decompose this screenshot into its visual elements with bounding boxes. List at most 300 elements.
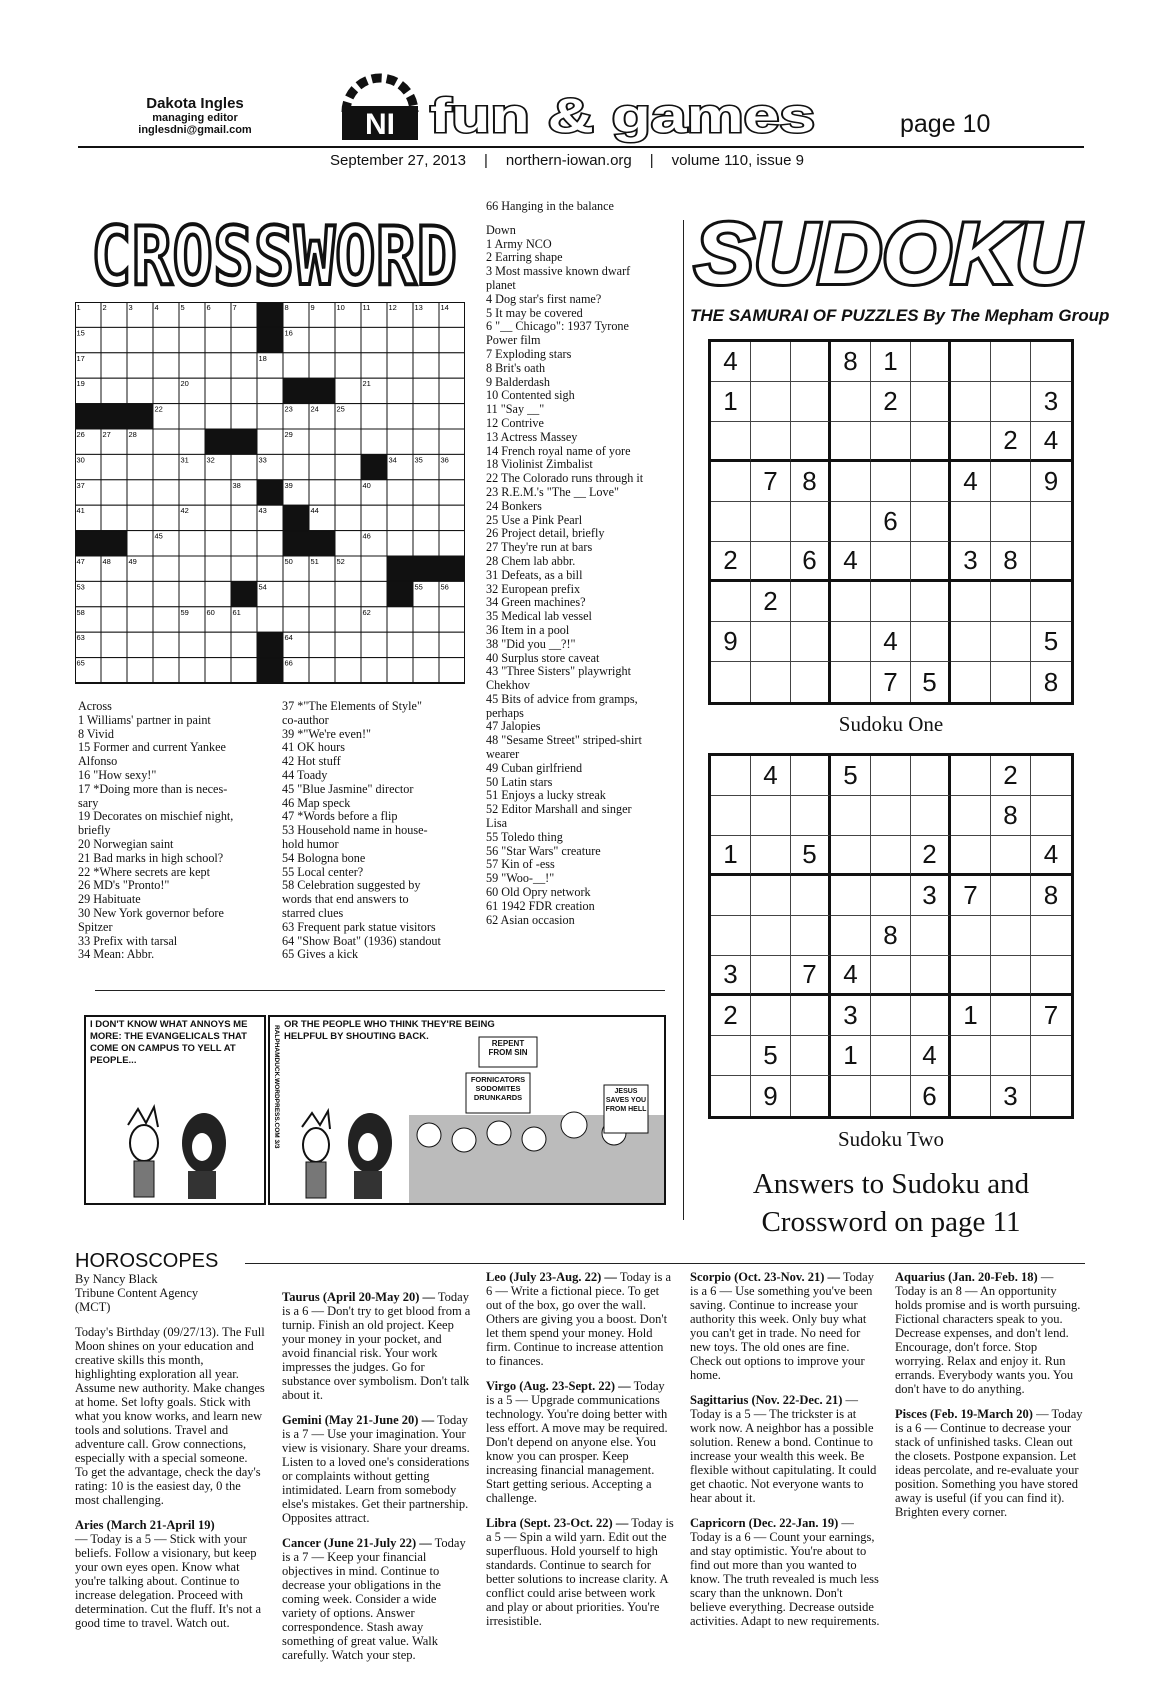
clue-number: 31 — [180, 455, 189, 465]
clue-line: 18 Violinist Zimbalist — [486, 457, 593, 472]
section-logo — [340, 58, 820, 144]
sudoku-cell — [711, 582, 751, 622]
crossword-cell — [153, 454, 179, 479]
sudoku-cell — [911, 342, 951, 382]
crossword-cell — [361, 302, 387, 327]
sudoku-cell — [991, 462, 1031, 502]
clue-line: 46 Map speck — [282, 795, 351, 810]
sudoku-cell — [911, 582, 951, 622]
clue-line: 5 It may be covered — [486, 305, 583, 320]
sudoku-cell — [791, 756, 831, 796]
clue-line: 66 Hanging in the balance — [486, 199, 614, 213]
clue-line: 39 *"We're even!" — [282, 726, 371, 741]
sudoku-cell — [711, 422, 751, 462]
sudoku-cell: 4 — [831, 542, 871, 582]
crossword-cell — [361, 556, 387, 581]
clue-number: 36 — [440, 455, 449, 465]
clue-line: 55 Toledo thing — [486, 829, 563, 844]
crossword-cell — [75, 327, 101, 352]
sudoku-cell: 6 — [911, 1076, 951, 1116]
sudoku-cell — [791, 622, 831, 662]
crossword-cell — [257, 404, 283, 429]
crossword-cell — [309, 327, 335, 352]
sudoku-cell — [991, 662, 1031, 702]
clue-number: 41 — [76, 506, 85, 516]
sudoku-cell — [911, 956, 951, 996]
crossword-cell — [75, 302, 101, 327]
crossword-cell — [153, 531, 179, 556]
sudoku-cell: 4 — [951, 462, 991, 502]
crossword-cell — [205, 302, 231, 327]
crossword-cell — [257, 505, 283, 530]
sudoku-cell: 5 — [1031, 622, 1071, 662]
sudoku-cell — [911, 796, 951, 836]
crossword-cell — [257, 302, 283, 327]
crossword-cell — [283, 531, 309, 556]
clue-number: 19 — [76, 379, 85, 389]
crossword-cell — [127, 327, 153, 352]
crossword-cell — [153, 632, 179, 657]
crossword-cell — [153, 404, 179, 429]
crossword-cell — [179, 480, 205, 505]
clue-line: 61 1942 FDR creation — [486, 898, 595, 913]
crossword-cell — [439, 505, 465, 530]
crossword-cell — [335, 480, 361, 505]
clue-line: planet — [486, 277, 516, 292]
protest-sign-3: JESUS SAVES YOU FROM HELL — [604, 1085, 648, 1133]
crossword-cell — [153, 327, 179, 352]
crossword-cell — [413, 531, 439, 556]
comic-rule — [95, 990, 665, 991]
clue-line: 62 Asian occasion — [486, 912, 575, 927]
clue-number: 17 — [76, 353, 85, 363]
sudoku-cell — [991, 582, 1031, 622]
clue-line: 45 Bits of advice from gramps, — [486, 691, 638, 706]
crossword-cell — [309, 378, 335, 403]
comic-strip — [84, 1015, 666, 1205]
crossword-cell — [75, 404, 101, 429]
crossword-cell — [153, 302, 179, 327]
crossword-cell — [387, 632, 413, 657]
crossword-cell — [439, 454, 465, 479]
crossword-cell — [387, 327, 413, 352]
clue-number: 53 — [76, 582, 85, 592]
crossword-cell — [231, 607, 257, 632]
clue-number: 28 — [128, 430, 137, 439]
crossword-cell — [75, 378, 101, 403]
clue-number: 43 — [258, 506, 267, 516]
clue-number: 45 — [154, 531, 163, 541]
sudoku-cell — [871, 956, 911, 996]
clue-line: starred clues — [282, 905, 344, 920]
crossword-cell — [101, 353, 127, 378]
section-title: fun & games — [430, 90, 815, 143]
crossword-cell — [439, 581, 465, 606]
sudoku-cell — [711, 1036, 751, 1076]
crossword-cell — [127, 404, 153, 429]
clue-line: 26 MD's "Pronto!" — [78, 878, 170, 893]
clue-number: 63 — [76, 633, 85, 643]
crossword-cell — [335, 632, 361, 657]
clue-line: 56 "Star Wars" creature — [486, 843, 601, 858]
sudoku-cell: 2 — [871, 382, 911, 422]
crossword-cell — [179, 353, 205, 378]
clue-line: 9 Balderdash — [486, 374, 550, 389]
clue-number: 44 — [310, 506, 319, 516]
sudoku-cell: 2 — [991, 422, 1031, 462]
clue-number: 58 — [76, 607, 85, 617]
sudoku-cell — [991, 1036, 1031, 1076]
clue-number: 10 — [336, 303, 345, 312]
sudoku-cell — [791, 876, 831, 916]
crossword-cell — [127, 581, 153, 606]
clue-number: 4 — [154, 303, 159, 312]
sudoku-cell: 1 — [711, 382, 751, 422]
sudoku-cell — [831, 382, 871, 422]
crossword-cell — [335, 454, 361, 479]
clue-line: 3 Most massive known dwarf — [486, 264, 631, 279]
clue-number: 38 — [232, 480, 241, 490]
sudoku-cell: 6 — [791, 542, 831, 582]
sudoku-cell: 8 — [1043, 666, 1059, 697]
crossword-cell — [205, 556, 231, 581]
crossword-cell — [205, 632, 231, 657]
crossword-cell — [283, 327, 309, 352]
crossword-grid — [75, 302, 465, 684]
crossword-cell — [179, 556, 205, 581]
crossword-cell — [413, 658, 439, 683]
crossword-cell — [153, 556, 179, 581]
crossword-cell — [361, 607, 387, 632]
clue-line: 1 Williams' partner in paint — [78, 712, 211, 727]
sudoku-cell — [911, 382, 951, 422]
clue-line: 6 "__ Chicago": 1937 Tyrone — [486, 319, 629, 334]
sudoku-cell: 2 — [751, 582, 791, 622]
crossword-cell — [101, 480, 127, 505]
editor-email: inglesdni@gmail.com — [138, 124, 252, 136]
crossword-cell — [387, 429, 413, 454]
sudoku-cell: 1 — [871, 342, 911, 382]
crossword-cell — [335, 378, 361, 403]
clue-number: 25 — [336, 404, 345, 414]
sudoku-cell — [791, 382, 831, 422]
clue-line: 35 Medical lab vessel — [486, 609, 592, 624]
sudoku-cell: 4 — [751, 756, 791, 796]
across-clues-col1 — [78, 700, 268, 962]
clue-line: briefly — [78, 823, 111, 838]
sudoku-cell: 5 — [751, 1036, 791, 1076]
crossword-cell — [231, 658, 257, 683]
crossword-cell — [283, 404, 309, 429]
clue-line: 30 New York governor before — [78, 905, 224, 920]
sudoku-cell — [991, 876, 1031, 916]
crossword-cell — [231, 531, 257, 556]
crossword-cell — [439, 556, 465, 581]
down-clues — [486, 200, 686, 927]
crossword-cell — [231, 404, 257, 429]
clue-line: 50 Latin stars — [486, 774, 553, 789]
clue-number: 15 — [76, 328, 85, 338]
crossword-cell — [413, 581, 439, 606]
crossword-cell — [205, 378, 231, 403]
clue-line: 54 Bologna bone — [282, 850, 366, 865]
clue-line: Lisa — [486, 816, 507, 831]
crossword-cell — [75, 607, 101, 632]
crossword-cell — [413, 556, 439, 581]
sudoku-cell: 8 — [791, 462, 831, 502]
clue-number: 61 — [232, 607, 241, 617]
crossword-cell — [101, 404, 127, 429]
clue-line: Across — [78, 699, 112, 713]
crossword-cell — [179, 378, 205, 403]
crossword-cell — [283, 378, 309, 403]
clue-number: 9 — [310, 303, 315, 312]
clue-line: 13 Actress Massey — [486, 429, 578, 444]
clue-number: 13 — [414, 303, 423, 312]
clue-line: 48 "Sesame Street" striped-shirt — [486, 733, 642, 748]
sudoku-cell — [991, 622, 1031, 662]
crossword-cell — [231, 454, 257, 479]
clue-number: 7 — [232, 303, 237, 312]
crossword-cell — [231, 353, 257, 378]
sudoku-cell — [1031, 796, 1071, 836]
crossword-cell — [179, 505, 205, 530]
clue-line: 51 Enjoys a lucky streak — [486, 788, 606, 803]
protest-sign-1: REPENT FROM SIN — [479, 1037, 537, 1067]
crossword-cell — [387, 353, 413, 378]
sudoku-cell — [751, 342, 791, 382]
sign-scorpio: Scorpio (Oct. 23-Nov. 21) — Today is a 6 — Use something you've been saving. Continue to increase your authority this week. Only buy what you can't get in trade. No need for new toys. The old ones are fine. Check out options to improve your home. — [690, 1270, 874, 1382]
sudoku-cell: 1 — [831, 1036, 871, 1076]
clue-number: 3 — [128, 303, 133, 312]
crossword-cell — [283, 581, 309, 606]
crossword-cell — [413, 353, 439, 378]
clue-number: 18 — [258, 353, 267, 363]
clue-line: 43 "Three Sisters" playwright — [486, 664, 632, 679]
sudoku-cell: 8 — [1031, 876, 1071, 916]
crossword-cell — [309, 353, 335, 378]
across-clues-col2 — [282, 700, 482, 962]
crossword-cell — [283, 302, 309, 327]
crossword-cell — [205, 658, 231, 683]
sudoku-cell: 1 — [951, 996, 991, 1036]
crossword-cell — [335, 353, 361, 378]
sudoku-cell — [831, 796, 871, 836]
sudoku-cell — [911, 916, 951, 956]
sudoku-cell — [1031, 956, 1071, 996]
sudoku-cell — [951, 422, 991, 462]
crossword-cell — [361, 378, 387, 403]
crossword-cell — [413, 404, 439, 429]
clue-line: wearer — [486, 747, 520, 762]
clue-number: 55 — [414, 582, 423, 592]
clue-line: sary — [78, 795, 99, 810]
crossword-cell — [127, 378, 153, 403]
clue-number: 42 — [180, 506, 189, 516]
clue-number: 26 — [76, 430, 85, 439]
sudoku-cell — [751, 622, 791, 662]
crossword-cell — [335, 607, 361, 632]
horoscope-col-4 — [690, 1270, 880, 1639]
crossword-cell — [75, 658, 101, 683]
sudoku-cell: 8 — [991, 542, 1031, 582]
clue-line: 65 Gives a kick — [282, 947, 359, 962]
crossword-cell — [231, 327, 257, 352]
volume-issue: volume 110, issue 9 — [671, 152, 804, 169]
sudoku-cell — [751, 916, 791, 956]
crossword-cell — [283, 429, 309, 454]
crossword-cell — [75, 480, 101, 505]
clue-number: 60 — [206, 607, 215, 617]
crossword-cell — [101, 658, 127, 683]
sudoku-cell: 7 — [951, 876, 991, 916]
sudoku-cell — [871, 876, 911, 916]
horoscope-col-3 — [486, 1270, 676, 1639]
sudoku-cell — [791, 1036, 831, 1076]
sudoku-cell — [711, 462, 751, 502]
sudoku-cell — [751, 996, 791, 1036]
clue-line: Spitzer — [78, 919, 113, 934]
crossword-cell — [309, 404, 335, 429]
crossword-cell — [75, 353, 101, 378]
sudoku-cell — [871, 422, 911, 462]
sudoku-cell — [751, 956, 791, 996]
sudoku-cell — [791, 662, 831, 702]
crossword-cell — [179, 632, 205, 657]
clue-line: 7 Exploding stars — [486, 346, 572, 361]
crossword-cell — [387, 378, 413, 403]
crossword-cell — [387, 581, 413, 606]
clue-number: 1 — [76, 303, 81, 312]
crossword-cell — [283, 658, 309, 683]
crossword-cell — [153, 505, 179, 530]
sudoku-cell — [911, 996, 951, 1036]
crossword-cell — [179, 581, 205, 606]
sudoku-cell — [711, 756, 751, 796]
clue-line: co-author — [282, 712, 329, 727]
sudoku-cell — [951, 916, 991, 956]
clue-line: Power film — [486, 333, 541, 348]
crossword-cell — [101, 378, 127, 403]
clue-number: 12 — [388, 303, 397, 312]
sudoku-cell — [911, 502, 951, 542]
clue-line: Chekhov — [486, 678, 531, 693]
editor-info — [120, 96, 270, 136]
clue-line: perhaps — [486, 705, 524, 720]
comic-caption-1: I DON'T KNOW WHAT ANNOYS ME MORE: THE EVANGELICALS THAT COME ON CAMPUS TO YELL AT PEOPLE... — [90, 1019, 248, 1066]
crossword-cell — [413, 302, 439, 327]
crossword-cell — [335, 658, 361, 683]
page-number: page 10 — [900, 110, 991, 138]
issue-date: September 27, 2013 — [330, 152, 466, 169]
sudoku-cell — [791, 916, 831, 956]
crossword-cell — [231, 632, 257, 657]
crossword-cell — [309, 505, 335, 530]
crossword-cell — [257, 480, 283, 505]
clue-line: 32 European prefix — [486, 581, 581, 596]
clue-line: 24 Bonkers — [486, 498, 542, 513]
sudoku-cell — [791, 1076, 831, 1116]
clue-line: 60 Old Opry network — [486, 885, 591, 900]
crossword-cell — [439, 480, 465, 505]
sudoku-cell — [951, 382, 991, 422]
header-rule — [78, 146, 1084, 148]
crossword-cell — [413, 505, 439, 530]
sudoku-cell: 9 — [711, 622, 751, 662]
clue-line: 8 Brit's oath — [486, 360, 546, 375]
crossword-cell — [127, 607, 153, 632]
sudoku-cell — [831, 422, 871, 462]
editor-title: managing editor — [152, 112, 238, 124]
clue-line: 14 French royal name of yore — [486, 443, 631, 458]
crossword-cell — [387, 404, 413, 429]
crossword-cell — [361, 658, 387, 683]
clue-line: 47 Jalopies — [486, 719, 541, 734]
clue-line: 40 Surplus store caveat — [486, 650, 600, 665]
sudoku-cell — [831, 622, 871, 662]
sign-pisces: Pisces (Feb. 19-March 20) — Today is a 6 — Continue to decrease your stack of unfinished tasks. Clean out the closets. Postpone expansion. Let ideas percolate, and re-evaluate your position. Something you have stored away is useful (if you can find it). Brighten every corner. — [895, 1407, 1083, 1519]
clue-line: 63 Frequent park statue visitors — [282, 919, 436, 934]
svg-text:CROSSWORD: CROSSWORD — [91, 212, 457, 296]
logo-letters: NI — [365, 108, 395, 141]
clue-number: 14 — [440, 303, 449, 312]
sign-taurus: Taurus (April 20-May 20) — Today is a 6 — Don't try to get blood from a turnip. Finish an old project. Keep your money in your pocket, and avoid financial risk. Your work impresses the judges. Go for substance over symbolism. Don't talk about it. — [282, 1290, 471, 1402]
clue-line: 28 Chem lab abbr. — [486, 553, 576, 568]
crossword-cell — [335, 302, 361, 327]
sudoku-cell — [1031, 542, 1071, 582]
clue-number: 52 — [336, 557, 345, 566]
sudoku-cell — [831, 462, 871, 502]
crossword-cell — [361, 429, 387, 454]
crossword-cell — [205, 327, 231, 352]
crossword-cell — [257, 429, 283, 454]
clue-number: 47 — [76, 557, 85, 566]
sudoku-cell — [951, 502, 991, 542]
crossword-cell — [257, 658, 283, 683]
sudoku-cell: 8 — [871, 916, 911, 956]
crossword-cell — [257, 581, 283, 606]
sign-cancer: Cancer (June 21-July 22) — Today is a 7 — Keep your financial objectives in mind. Continue to decrease your obligations in the coming week. Consider a wide variety of options. Answer correspondence. Stash away something of great value. Walk carefully. Watch your step. — [282, 1536, 466, 1662]
clue-number: 5 — [180, 303, 185, 312]
clue-number: 54 — [258, 582, 267, 592]
sudoku-cell — [831, 876, 871, 916]
sudoku-cell — [751, 796, 791, 836]
crossword-cell — [153, 581, 179, 606]
crossword-cell — [283, 632, 309, 657]
sudoku-cell: 2 — [991, 756, 1031, 796]
clue-number: 37 — [76, 480, 85, 490]
clue-number: 23 — [284, 404, 293, 414]
sudoku-cell — [951, 796, 991, 836]
sudoku-cell — [751, 542, 791, 582]
dateline: September 27, 2013 | northern-iowan.org | volume 110, issue 9 — [330, 152, 804, 169]
crossword-cell — [335, 531, 361, 556]
clue-line: 34 Mean: Abbr. — [78, 947, 155, 962]
sudoku-cell — [791, 342, 831, 382]
sudoku-cell — [871, 462, 911, 502]
comic-caption-2: OR THE PEOPLE WHO THINK THEY'RE BEING HELPFUL BY SHOUTING BACK. — [284, 1019, 495, 1042]
clue-line: 29 Habituate — [78, 892, 141, 907]
comic-credit: RALPHAMDUCK.WORDPRESS.COM 3/3 — [273, 1025, 280, 1149]
clue-line: 52 Editor Marshall and singer — [486, 802, 632, 817]
protest-sign-2: FORNICATORS SODOMITES DRUNKARDS — [466, 1073, 530, 1113]
answers-note: Answers to Sudoku and Crossword on page 11 — [752, 1168, 1030, 1238]
crossword-cell — [439, 302, 465, 327]
crossword-cell — [179, 327, 205, 352]
sudoku-cell — [751, 876, 791, 916]
crossword-cell — [101, 327, 127, 352]
crossword-cell — [179, 454, 205, 479]
